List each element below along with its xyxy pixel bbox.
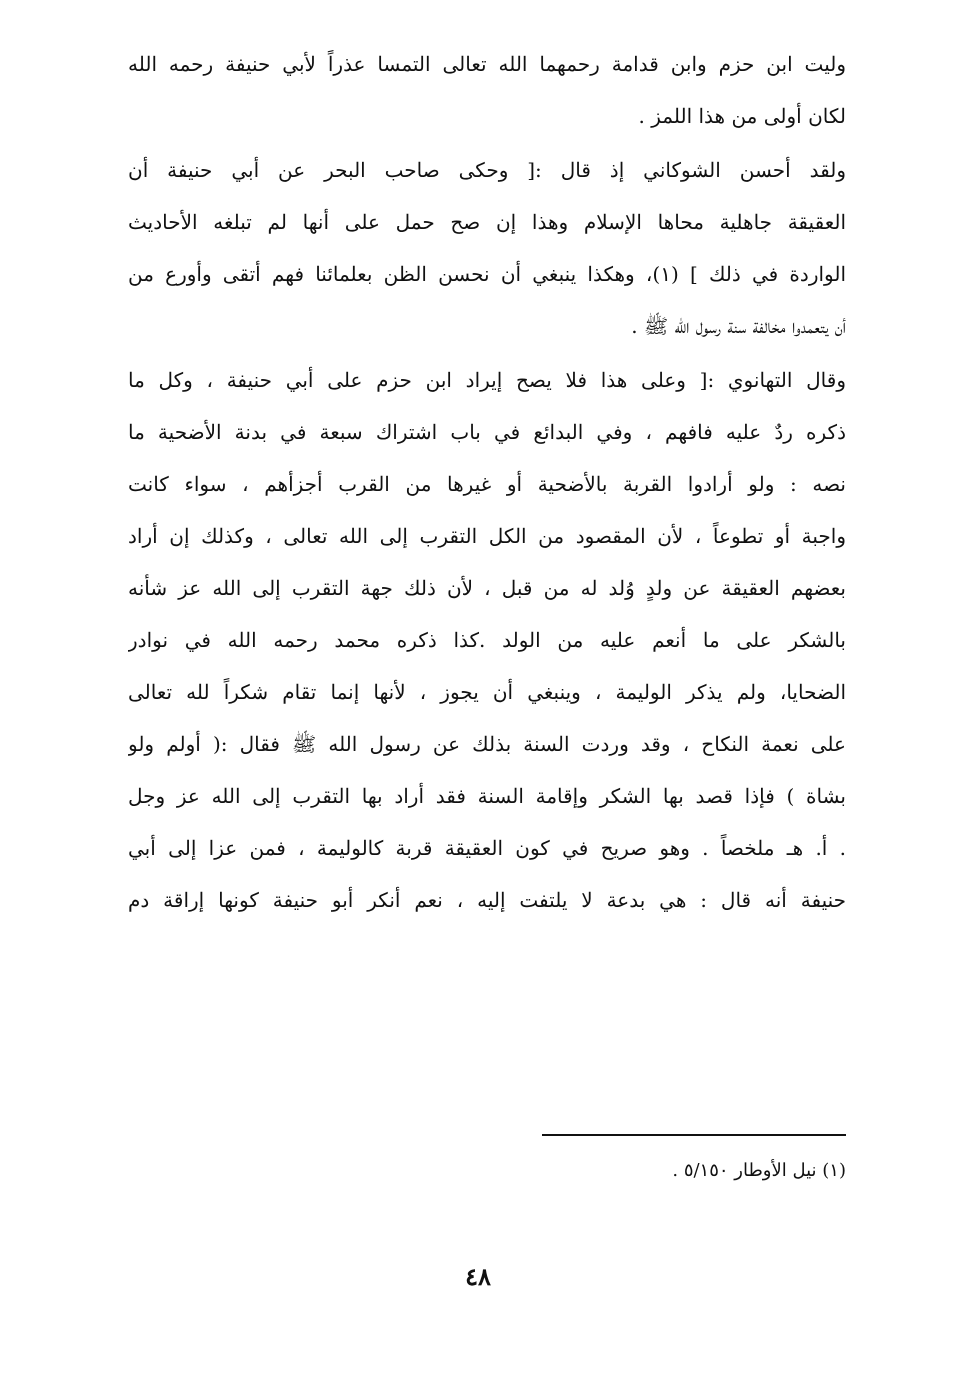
text-line: بالشكر على ما أنعم عليه من الولد .كذا ذكره محمد رحمه الله في نوادر (128, 628, 846, 652)
text-line: العقيقة جاهلية محاها الإسلام وهذا إن صح حمل على أنها لم تبلغه الأحاديث (128, 210, 846, 234)
body-text (128, 38, 846, 926)
text-line: ذكره ردٌ عليه فافهم ، وفي البدائع في باب اشتراك سبعة في بدنة الأضحية ما (128, 420, 846, 444)
text-line: بشاة ) فإذا قصد بها الشكر وإقامة السنة فقد أراد بها التقرب إلى الله عز وجل (128, 784, 846, 808)
text-line: الواردة في ذلك ] (١)، وهكذا ينبغي أن نحسن الظن بعلمائنا فهم أتقى وأورع من (128, 262, 846, 286)
text-line: أن يتعمدوا مخالفة سنة رسول الله ﷺ . (631, 314, 846, 338)
text-line: وقال التهانوي :[ وعلى هذا فلا يصح إيراد ابن حزم على أبي حنيفة ، وكل ما (128, 368, 846, 392)
text-line: بعضهم العقيقة عن ولدٍ وُلد له من قبل ، لأن ذلك جهة التقرب إلى الله عز شأنه (128, 576, 846, 600)
footnote-separator (542, 1134, 846, 1136)
footnote: (١) نيل الأوطار ٥/١٥٠ . (672, 1160, 846, 1181)
text-line: الضحايا، ولم يذكر الوليمة ، وينبغي أن يجوز ، لأنها إنما تقام شكراً لله تعالى (128, 680, 846, 704)
text-line: ولقد أحسن الشوكاني إذ قال :[ وحكى صاحب البحر عن أبي حنيفة أن (128, 158, 846, 182)
text-line: على نعمة النكاح ، وقد وردت السنة بذلك عن رسول الله ﷺ فقال :( أولم ولو (128, 732, 846, 756)
text-line: لكان أولى من هذا اللمز . (638, 104, 846, 128)
text-line: حنيفة أنه قال : هي بدعة لا يلتفت إليه ، نعم أنكر أبو حنيفة كونها إراقة دم (128, 888, 846, 912)
text-line: نصه : ولو أرادوا القربة بالأضحية أو غيرها من القرب أجزأهم ، سواء كانت (128, 472, 846, 496)
page-number: ٤٨ (465, 1262, 491, 1291)
text-line: . أ. هـ ملخصاً . وهو صريح في كون العقيقة قربة كالوليمة ، فمن عزا إلى أبي (128, 836, 846, 860)
text-line: وليت ابن حزم وابن قدامة رحمهما الله تعالى التمسا عذراً لأبي حنيفة رحمه الله (128, 52, 846, 76)
text-line: واجبة أو تطوعاً ، لأن المقصود من الكل التقرب إلى الله تعالى ، وكذلك إن أراد (128, 524, 846, 548)
